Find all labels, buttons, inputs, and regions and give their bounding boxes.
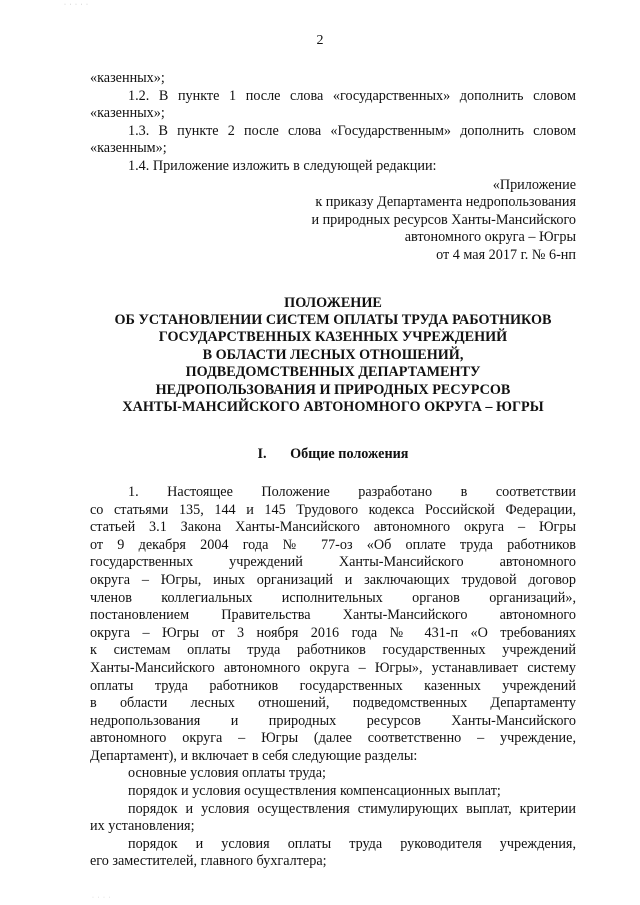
section-heading — [90, 446, 576, 464]
appendix-line: и природных ресурсов Ханты-Мансийского — [311, 211, 576, 228]
text-line: членов коллегиальных исполнительных органов организаций», — [90, 589, 576, 606]
text-line: недропользования и природных ресурсов Ханты-Мансийского — [90, 712, 576, 729]
scan-artifact-top: · · · · · — [64, 2, 89, 8]
section-body — [90, 484, 576, 871]
appendix-header — [90, 177, 576, 265]
text-line: округа – Югры от 3 ноября 2016 года № 431-п «О требованиях — [90, 624, 576, 641]
title-line: В ОБЛАСТИ ЛЕСНЫХ ОТНОШЕНИЙ, — [202, 346, 464, 363]
text-line: порядок и условия оплаты труда руководителя учреждения, — [128, 835, 576, 852]
section-number: I. — [257, 446, 267, 463]
text-line: оплаты труда работников государственных казенных учреждений — [90, 677, 576, 694]
text-line: их установления; — [90, 818, 195, 835]
title-line: НЕДРОПОЛЬЗОВАНИЯ И ПРИРОДНЫХ РЕСУРСОВ — [155, 381, 511, 398]
text-line: округа – Югры, иных организаций и заключающих трудовой договор — [90, 571, 576, 588]
title-line: ГОСУДАРСТВЕННЫХ КАЗЕННЫХ УЧРЕЖДЕНИЙ — [158, 329, 508, 346]
text-line: в области лесных отношений, подведомственных Департаменту — [90, 695, 576, 712]
appendix-line: к приказу Департамента недропользования — [315, 194, 576, 211]
text-line: постановлением Правительства Ханты-Мансийского автономного — [90, 607, 576, 624]
text-line: Департамент), и включает в себя следующие разделы: — [90, 747, 418, 764]
page-number: 2 — [316, 33, 324, 48]
text-line: к системам оплаты труда работников государственных учреждений — [90, 642, 576, 659]
text-line: «казенным»; — [90, 140, 167, 157]
document-body — [90, 70, 576, 871]
document-title — [90, 295, 576, 417]
text-line: порядок и условия осуществления стимулирующих выплат, критерии — [128, 800, 576, 817]
text-line: Ханты-Мансийского автономного округа – Югры», устанавливает систему — [90, 659, 576, 676]
text-line: автономного округа – Югры (далее соответственно – учреждение, — [90, 730, 576, 747]
title-line: ОБ УСТАНОВЛЕНИИ СИСТЕМ ОПЛАТЫ ТРУДА РАБОТНИКОВ — [114, 311, 552, 328]
title-line: ПОДВЕДОМСТВЕННЫХ ДЕПАРТАМЕНТУ — [185, 364, 481, 381]
text-line: 1.4. Приложение изложить в следующей редакции: — [128, 157, 437, 174]
section-title: Общие положения — [290, 446, 409, 463]
appendix-line: от 4 мая 2017 г. № 6-нп — [436, 246, 576, 263]
text-line: 1.3. В пункте 2 после слова «Государственным» дополнить словом — [128, 122, 576, 139]
text-line: основные условия оплаты труда; — [128, 765, 326, 782]
text-line: статьей 3.1 Закона Ханты-Мансийского автономного округа – Югры — [90, 519, 576, 536]
appendix-line: «Приложение — [492, 176, 576, 193]
intro-paragraphs — [90, 70, 576, 176]
appendix-line: автономного округа – Югры — [404, 229, 576, 246]
text-line: от 9 декабря 2004 года № 77-оз «Об оплате труда работников — [90, 536, 576, 553]
text-line: государственных учреждений Ханты-Мансийского автономного — [90, 554, 576, 571]
title-line: ХАНТЫ-МАНСИЙСКОГО АВТОНОМНОГО ОКРУГА – ЮГРЫ — [122, 398, 544, 415]
scan-artifact-bottom: · · · · — [92, 895, 112, 901]
text-line: 1.2. В пункте 1 после слова «государственных» дополнить словом — [128, 87, 576, 104]
title-line: ПОЛОЖЕНИЕ — [284, 294, 382, 311]
text-line: со статьями 135, 144 и 145 Трудового кодекса Российской Федерации, — [90, 501, 576, 518]
text-line: «казенных»; — [90, 70, 165, 86]
text-line: порядок и условия осуществления компенсационных выплат; — [128, 783, 501, 800]
text-line: «казенных»; — [90, 105, 165, 122]
text-line: его заместителей, главного бухгалтера; — [90, 853, 327, 870]
text-line: 1. Настоящее Положение разработано в соответствии — [128, 483, 576, 500]
